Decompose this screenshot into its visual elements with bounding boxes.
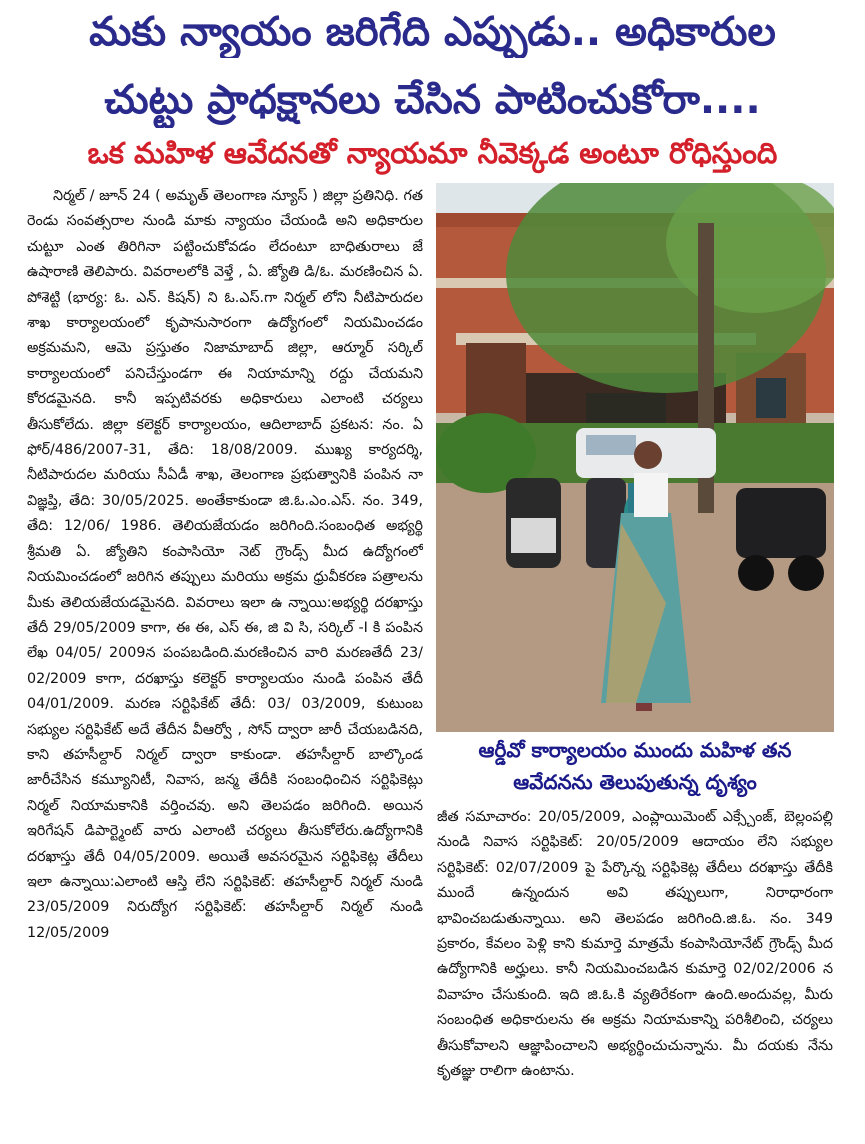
- headline-line-1: మకు న్యాయం జరిగేది ఎప్పుడు.. అధికారుల: [89, 9, 776, 55]
- news-photo: [436, 183, 834, 732]
- article-body-right-text: జీత సమాచారం: 20/05/2009, ఎంప్లాయిమెంట్ ఎక్స్చేంజ్, బెల్లంపల్లి నుండి నివాస సర్టిఫికెట్: 20/05/2009 ఆదాయం లేని సభ్యుల సర్టిఫికెట్: 02/07/2009 పై పేర్కొన్న సర్టిఫికెట్ల తేదీలు దరఖాస్తు తేదీకి ముందే ఉన్నందున అవి తప్పులుగా, నిరాధారంగా భావించబడుతున్నాయి. అని తెలపడం జరిగింది.జి.ఓ. నం. 349 ప్రకారం, కేవలం పెళ్లి కాని కుమార్తె మాత్రమే కంపాసియోనేట్ గ్రౌండ్స్ మీద ఉద్యోగానికి అర్హులు. కానీ నియమించబడిన కుమార్తె 02/02/2006 న వివాహం చేసుకుంది. ఇది జి.ఓ.కి వ్యతిరేకంగా ఉంది.అందువల్ల, మీరు సంబంధిత అధికారులను ఈ అక్రమ నియామకాన్ని పరిశీలించి, చర్యలు తీసుకోవాలని ఆజ్ఞాపించాలని అభ్యర్థించుచున్నాను. మీ దయకు నేను కృతజ్ఞు రాలిగా ఉంటాను.: [437, 809, 833, 1080]
- subheadline: ఒక మహిళ ఆవేదనతో న్యాయమా నీవెక్కడ అంటూ రోధిస్తుంది: [87, 136, 778, 170]
- photo-caption: ఆర్డీవో కార్యాలయం ముందు మహిళ తన ఆవేదనను తెలుపుతున్న దృశ్యం: [478, 738, 792, 794]
- article-body-right-column: [437, 805, 833, 1135]
- article-body-left-text: నిర్మల్ / జూన్ 24 ( అమృత్ తెలంగాణ న్యూస్ ) జిల్లా ప్రతినిధి. గత రెండు సంవత్సరాల నుండి మాకు న్యాయం చేయండి అని అధికారుల చుట్టూ ఎంత తిరిగినా పట్టించుకోవడం లేదంటూ బాధితురాలు జే ఉషారాణి తెలిపారు. వివరాలలోకి వెళ్తే , ఏ. జ్యోతి డి/ఓ. మరణించిన ఏ. పోశెట్టి (భార్య: ఓ. ఎన్. కిషన్) ని ఓ.ఎస్.గా నిర్మల్ లోని నీటిపారుదల శాఖ కార్యాలయంలో కృపానుసారంగా ఉద్యోగంలో నియమించడం అక్రమమని, ఆమె ప్రస్తుతం నిజామాబాద్ జిల్లా, ఆర్మూర్ సర్కిల్ కార్యాలయంలో పనిచేస్తుండగా ఈ నియామాన్ని రద్దు చేయమని కోరడమైనది. కానీ ఇప్పటివరకు అధికారులు ఎలాంటి చర్యలు తీసుకోలేదు. జిల్లా కలెక్టర్ కార్యాలయం, ఆదిలాబాద్ ప్రకటన: నం. ఏ ఫోర్/486/2007-31, తేది: 18/08/2009. ముఖ్య కార్యదర్శి, నీటిపారుదల మరియు సీఏడీ శాఖ, తెలంగాణ ప్రభుత్వానికి పంపిన నా విజ్ఞప్తి, తేది: 30/05/2025. అంతేకాకుండా జి.ఓ.ఎం.ఎస్. నం. 349, తేది: 12/06/ 1986. తెలియజేయడం జరిగింది.సంబంధిత అభ్యర్థి శ్రీమతి ఏ. జ్యోతిని కంపాసియో నెట్ గ్రౌండ్స్ మీద ఉద్యోగంలో నియమించడంలో జరిగిన తప్పులు మరియు అక్రమ ధ్రువీకరణ పత్రాలను మీకు తెలియజేయడమైనది. వివరాలు ఇలా ఉ న్నాయి:అభ్యర్థి దరఖాస్తు తేదీ 29/05/2009 కాగా, ఈ ఈ, ఎస్ ఈ, జి వి సి, సర్కిల్ -I కి పంపిన లేఖ 04/05/ 2009న పంపబడింది.మరణించిన వారి మరణతేదీ 23/ 02/2009 కాగా, దరఖాస్తు కలెక్టర్ కార్యాలయం నుండి పంపిన తేదీ 04/01/2009. మరణ సర్టిఫికేట్ తేదీ: 03/ 03/2009, కుటుంబ సభ్యుల సర్టిఫికేట్ అదే తేదీన వీఆర్వో , సోన్ ద్వారా జారీ చేయబడినది, కాని తహసీల్దార్ నిర్మల్ ద్వారా కాకుండా. తహసీల్దార్ బాల్కొండ జారీచేసిన కమ్యూనిటీ, నివాస, జన్మ తేదీకి సంబంధించిన సర్టిఫికెట్లు నిర్మల్ నియామకానికి వర్తించవు. అని తెలపడం జరిగింది. అయిన ఇరిగేషన్ డిపార్ట్మెంట్ వారు ఎలాంటి చర్యలు తీసుకోలేరు.ఉద్యోగానికి దరఖాస్తు తేదీ 04/05/2009. అయితే అవసరమైన సర్టిఫికెట్ల తేదీలు ఇలా ఉన్నాయి:ఎలాంటి ఆస్తి లేని సర్టిఫికెట్: తహసీల్దార్ నిర్మల్ నుండి 23/05/2009 నిరుద్యోగ సర్టిఫికెట్: తహసీల్దార్ నిర్మల్ నుండి 12/05/2009: [27, 188, 423, 941]
- article-body-left-column: [27, 184, 423, 1136]
- headline-line-2: చుట్టు ప్రాధక్షానలు చేసిన పాటించుకోరా....: [104, 77, 761, 123]
- photo-woman-outside-office: [436, 183, 834, 732]
